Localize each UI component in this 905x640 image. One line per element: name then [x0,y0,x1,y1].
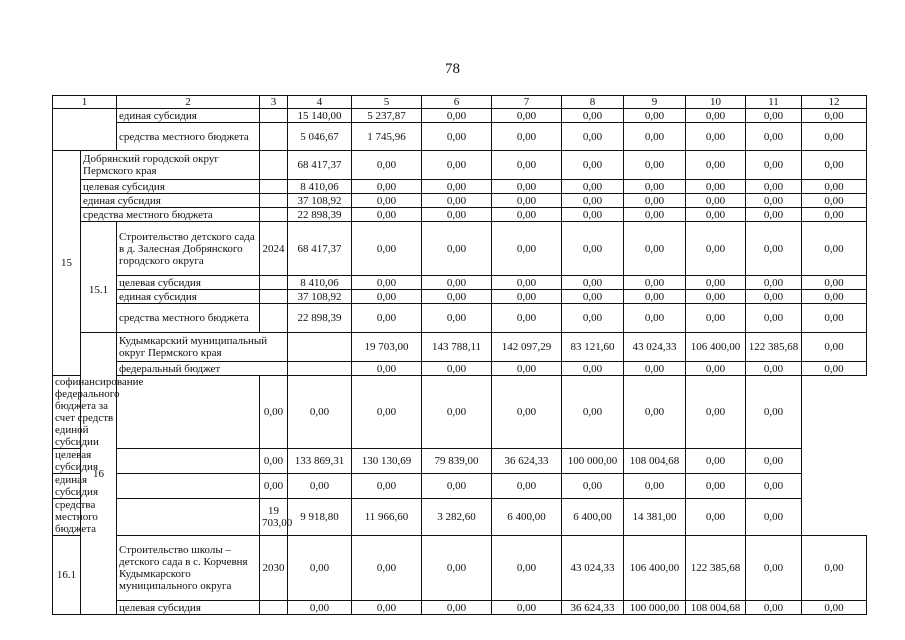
header-cell: 8 [562,96,624,109]
value-cell: 0,00 [686,123,746,151]
value-cell: 8 410,06 [288,276,352,290]
value-cell: 108 004,68 [624,449,686,474]
value-cell: 0,00 [802,180,867,194]
value-cell: 0,00 [492,123,562,151]
table-row [53,333,867,362]
row-label: целевая субсидия [117,601,260,615]
header-cell: 7 [492,96,562,109]
year-cell: 2030 [260,536,288,601]
value-cell: 19 703,00 [352,333,422,362]
value-cell: 0,00 [492,290,562,304]
table-row [53,151,867,180]
value-cell: 0,00 [686,151,746,180]
row-label: единая субсидия [81,194,260,208]
value-cell: 0,00 [686,474,746,499]
table-row [53,601,867,615]
value-cell: 0,00 [562,362,624,376]
value-cell: 0,00 [686,376,746,449]
value-cell: 0,00 [492,109,562,123]
row-label: Строительство детского сада в д. Залесная Добрянского городского округа [117,222,260,276]
value-cell: 37 108,92 [288,194,352,208]
value-cell: 122 385,68 [686,536,746,601]
value-cell: 0,00 [746,499,802,536]
year-cell [260,276,288,290]
value-cell: 0,00 [422,123,492,151]
subgroup-index: 16.1 [53,536,81,615]
value-cell: 0,00 [422,290,492,304]
value-cell: 0,00 [562,304,624,333]
row-label: единая субсидия [53,474,117,499]
value-cell: 0,00 [686,222,746,276]
value-cell: 11 966,60 [352,499,422,536]
value-cell: 0,00 [260,376,288,449]
value-cell: 143 788,11 [422,333,492,362]
value-cell: 36 624,33 [492,449,562,474]
year-cell [260,151,288,180]
value-cell: 0,00 [492,304,562,333]
group-index: 16 [81,333,117,615]
year-cell [260,290,288,304]
value-cell: 79 839,00 [422,449,492,474]
value-cell: 0,00 [624,474,686,499]
value-cell: 0,00 [746,601,802,615]
header-cell: 1 [53,96,117,109]
value-cell: 0,00 [562,208,624,222]
row-label: софинансирование федерального бюджета за счет средств единой субсидии [53,376,117,449]
value-cell: 0,00 [624,222,686,276]
value-cell: 0,00 [562,151,624,180]
value-cell: 0,00 [802,123,867,151]
value-cell: 100 000,00 [562,449,624,474]
value-cell: 0,00 [746,222,802,276]
value-cell: 0,00 [624,194,686,208]
value-cell: 0,00 [802,536,867,601]
value-cell: 122 385,68 [746,333,802,362]
value-cell: 0,00 [422,362,492,376]
table-row [53,109,867,123]
value-cell: 0,00 [352,304,422,333]
value-cell: 0,00 [746,290,802,304]
value-cell: 0,00 [562,290,624,304]
year-cell [260,304,288,333]
table-row [53,536,867,601]
value-cell: 0,00 [492,194,562,208]
row-label: единая субсидия [117,109,260,123]
value-cell: 9 918,80 [288,499,352,536]
value-cell: 0,00 [802,109,867,123]
value-cell: 0,00 [352,474,422,499]
value-cell: 6 400,00 [562,499,624,536]
value-cell: 36 624,33 [562,601,624,615]
table-row [53,376,867,449]
value-cell: 43 024,33 [562,536,624,601]
value-cell: 68 417,37 [288,151,352,180]
header-cell: 11 [746,96,802,109]
subgroup-index: 15.1 [81,222,117,333]
year-cell [117,449,260,474]
year-cell [260,208,288,222]
row-label: Строительство школы – детского сада в с. Корчевня Кудымкарского муниципального округа [117,536,260,601]
value-cell: 0,00 [288,536,352,601]
value-cell: 0,00 [562,474,624,499]
value-cell: 108 004,68 [686,601,746,615]
group-index: 15 [53,151,81,376]
value-cell: 0,00 [802,333,867,362]
table-row [53,208,867,222]
value-cell: 0,00 [624,362,686,376]
value-cell: 0,00 [746,194,802,208]
value-cell: 19 703,00 [260,499,288,536]
row-label: федеральный бюджет [117,362,288,376]
value-cell: 0,00 [746,208,802,222]
table-row [53,304,867,333]
value-cell: 0,00 [686,304,746,333]
table-row [53,474,867,499]
value-cell: 0,00 [562,376,624,449]
value-cell: 0,00 [746,449,802,474]
year-cell [260,180,288,194]
value-cell: 0,00 [492,208,562,222]
row-label: средства местного бюджета [53,499,117,536]
value-cell: 0,00 [352,276,422,290]
value-cell: 0,00 [422,376,492,449]
value-cell: 0,00 [422,601,492,615]
empty-index-cell [53,109,117,151]
value-cell: 100 000,00 [624,601,686,615]
table-row [53,180,867,194]
value-cell: 0,00 [746,536,802,601]
value-cell: 0,00 [802,222,867,276]
row-label: средства местного бюджета [81,208,260,222]
year-cell [288,333,352,362]
value-cell: 0,00 [746,474,802,499]
value-cell: 15 140,00 [288,109,352,123]
header-cell: 9 [624,96,686,109]
value-cell: 0,00 [288,601,352,615]
row-label: Кудымкарский муниципальный округ Пермского края [117,333,288,362]
value-cell: 0,00 [492,601,562,615]
value-cell: 0,00 [352,362,422,376]
value-cell: 0,00 [562,222,624,276]
table-row [53,449,867,474]
row-label: целевая субсидия [53,449,117,474]
header-cell: 2 [117,96,260,109]
value-cell: 0,00 [352,536,422,601]
value-cell: 106 400,00 [624,536,686,601]
value-cell: 0,00 [562,109,624,123]
budget-table [52,95,867,615]
value-cell: 0,00 [686,362,746,376]
value-cell: 0,00 [686,194,746,208]
value-cell: 0,00 [260,474,288,499]
value-cell: 0,00 [352,376,422,449]
value-cell: 130 130,69 [352,449,422,474]
value-cell: 0,00 [422,276,492,290]
value-cell: 0,00 [746,362,802,376]
value-cell: 0,00 [624,208,686,222]
table-row [53,499,867,536]
value-cell: 6 400,00 [492,499,562,536]
value-cell: 0,00 [686,290,746,304]
value-cell: 0,00 [422,208,492,222]
value-cell: 106 400,00 [686,333,746,362]
value-cell: 5 237,87 [352,109,422,123]
value-cell: 0,00 [352,194,422,208]
value-cell: 43 024,33 [624,333,686,362]
value-cell: 0,00 [562,123,624,151]
value-cell: 0,00 [562,194,624,208]
value-cell: 0,00 [802,194,867,208]
row-label: единая субсидия [117,290,260,304]
value-cell: 0,00 [422,474,492,499]
value-cell: 142 097,29 [492,333,562,362]
value-cell: 0,00 [492,222,562,276]
value-cell: 0,00 [492,180,562,194]
value-cell: 0,00 [352,208,422,222]
row-label: средства местного бюджета [117,123,260,151]
value-cell: 0,00 [422,194,492,208]
header-cell: 6 [422,96,492,109]
header-cell: 5 [352,96,422,109]
value-cell: 0,00 [624,376,686,449]
value-cell: 0,00 [802,601,867,615]
value-cell: 3 282,60 [422,499,492,536]
value-cell: 0,00 [746,123,802,151]
row-label: целевая субсидия [81,180,260,194]
value-cell: 0,00 [422,222,492,276]
value-cell: 0,00 [686,109,746,123]
value-cell: 0,00 [746,151,802,180]
value-cell: 0,00 [624,109,686,123]
value-cell: 22 898,39 [288,304,352,333]
header-cell: 3 [260,96,288,109]
value-cell: 83 121,60 [562,333,624,362]
page-number: 78 [445,61,460,77]
value-cell: 0,00 [562,276,624,290]
value-cell: 0,00 [802,304,867,333]
value-cell: 0,00 [802,151,867,180]
year-cell [260,123,288,151]
year-cell [117,474,260,499]
value-cell: 0,00 [422,180,492,194]
value-cell: 0,00 [624,151,686,180]
table-row [53,123,867,151]
year-cell [260,194,288,208]
header-cell: 12 [802,96,867,109]
value-cell: 0,00 [260,449,288,474]
value-cell: 0,00 [686,208,746,222]
value-cell: 0,00 [492,474,562,499]
value-cell: 0,00 [686,449,746,474]
value-cell: 0,00 [352,290,422,304]
row-label: средства местного бюджета [117,304,260,333]
value-cell: 0,00 [422,151,492,180]
row-label: Добрянский городской округ Пермского края [81,151,260,180]
value-cell: 0,00 [746,376,802,449]
value-cell: 0,00 [624,304,686,333]
table-row [53,362,867,376]
value-cell: 37 108,92 [288,290,352,304]
value-cell: 0,00 [562,180,624,194]
value-cell: 0,00 [802,290,867,304]
value-cell: 0,00 [352,601,422,615]
table-row [53,222,867,276]
value-cell: 8 410,06 [288,180,352,194]
value-cell: 0,00 [624,123,686,151]
value-cell: 0,00 [746,304,802,333]
value-cell: 1 745,96 [352,123,422,151]
value-cell: 0,00 [686,180,746,194]
value-cell: 0,00 [746,180,802,194]
value-cell: 0,00 [492,536,562,601]
value-cell: 0,00 [288,376,352,449]
value-cell: 0,00 [492,376,562,449]
value-cell: 14 381,00 [624,499,686,536]
table-row [53,194,867,208]
year-cell: 2024 [260,222,288,276]
year-cell [117,499,260,536]
value-cell: 0,00 [624,276,686,290]
table-row [53,276,867,290]
value-cell: 0,00 [352,180,422,194]
value-cell: 0,00 [288,474,352,499]
value-cell: 5 046,67 [288,123,352,151]
value-cell: 0,00 [624,180,686,194]
year-cell [260,109,288,123]
value-cell: 0,00 [352,222,422,276]
year-cell [260,601,288,615]
value-cell: 0,00 [686,499,746,536]
value-cell: 0,00 [352,151,422,180]
value-cell: 133 869,31 [288,449,352,474]
value-cell: 0,00 [802,208,867,222]
table-row [53,290,867,304]
value-cell: 0,00 [422,536,492,601]
value-cell: 0,00 [492,276,562,290]
value-cell: 0,00 [422,304,492,333]
header-cell: 4 [288,96,352,109]
value-cell: 0,00 [746,109,802,123]
year-cell [288,362,352,376]
value-cell: 0,00 [802,362,867,376]
value-cell: 0,00 [492,151,562,180]
header-cell: 10 [686,96,746,109]
value-cell: 0,00 [624,290,686,304]
value-cell: 0,00 [802,276,867,290]
value-cell: 0,00 [422,109,492,123]
value-cell: 22 898,39 [288,208,352,222]
value-cell: 0,00 [492,362,562,376]
value-cell: 0,00 [746,276,802,290]
value-cell: 0,00 [686,276,746,290]
value-cell: 68 417,37 [288,222,352,276]
header-row [53,96,867,109]
row-label: целевая субсидия [117,276,260,290]
